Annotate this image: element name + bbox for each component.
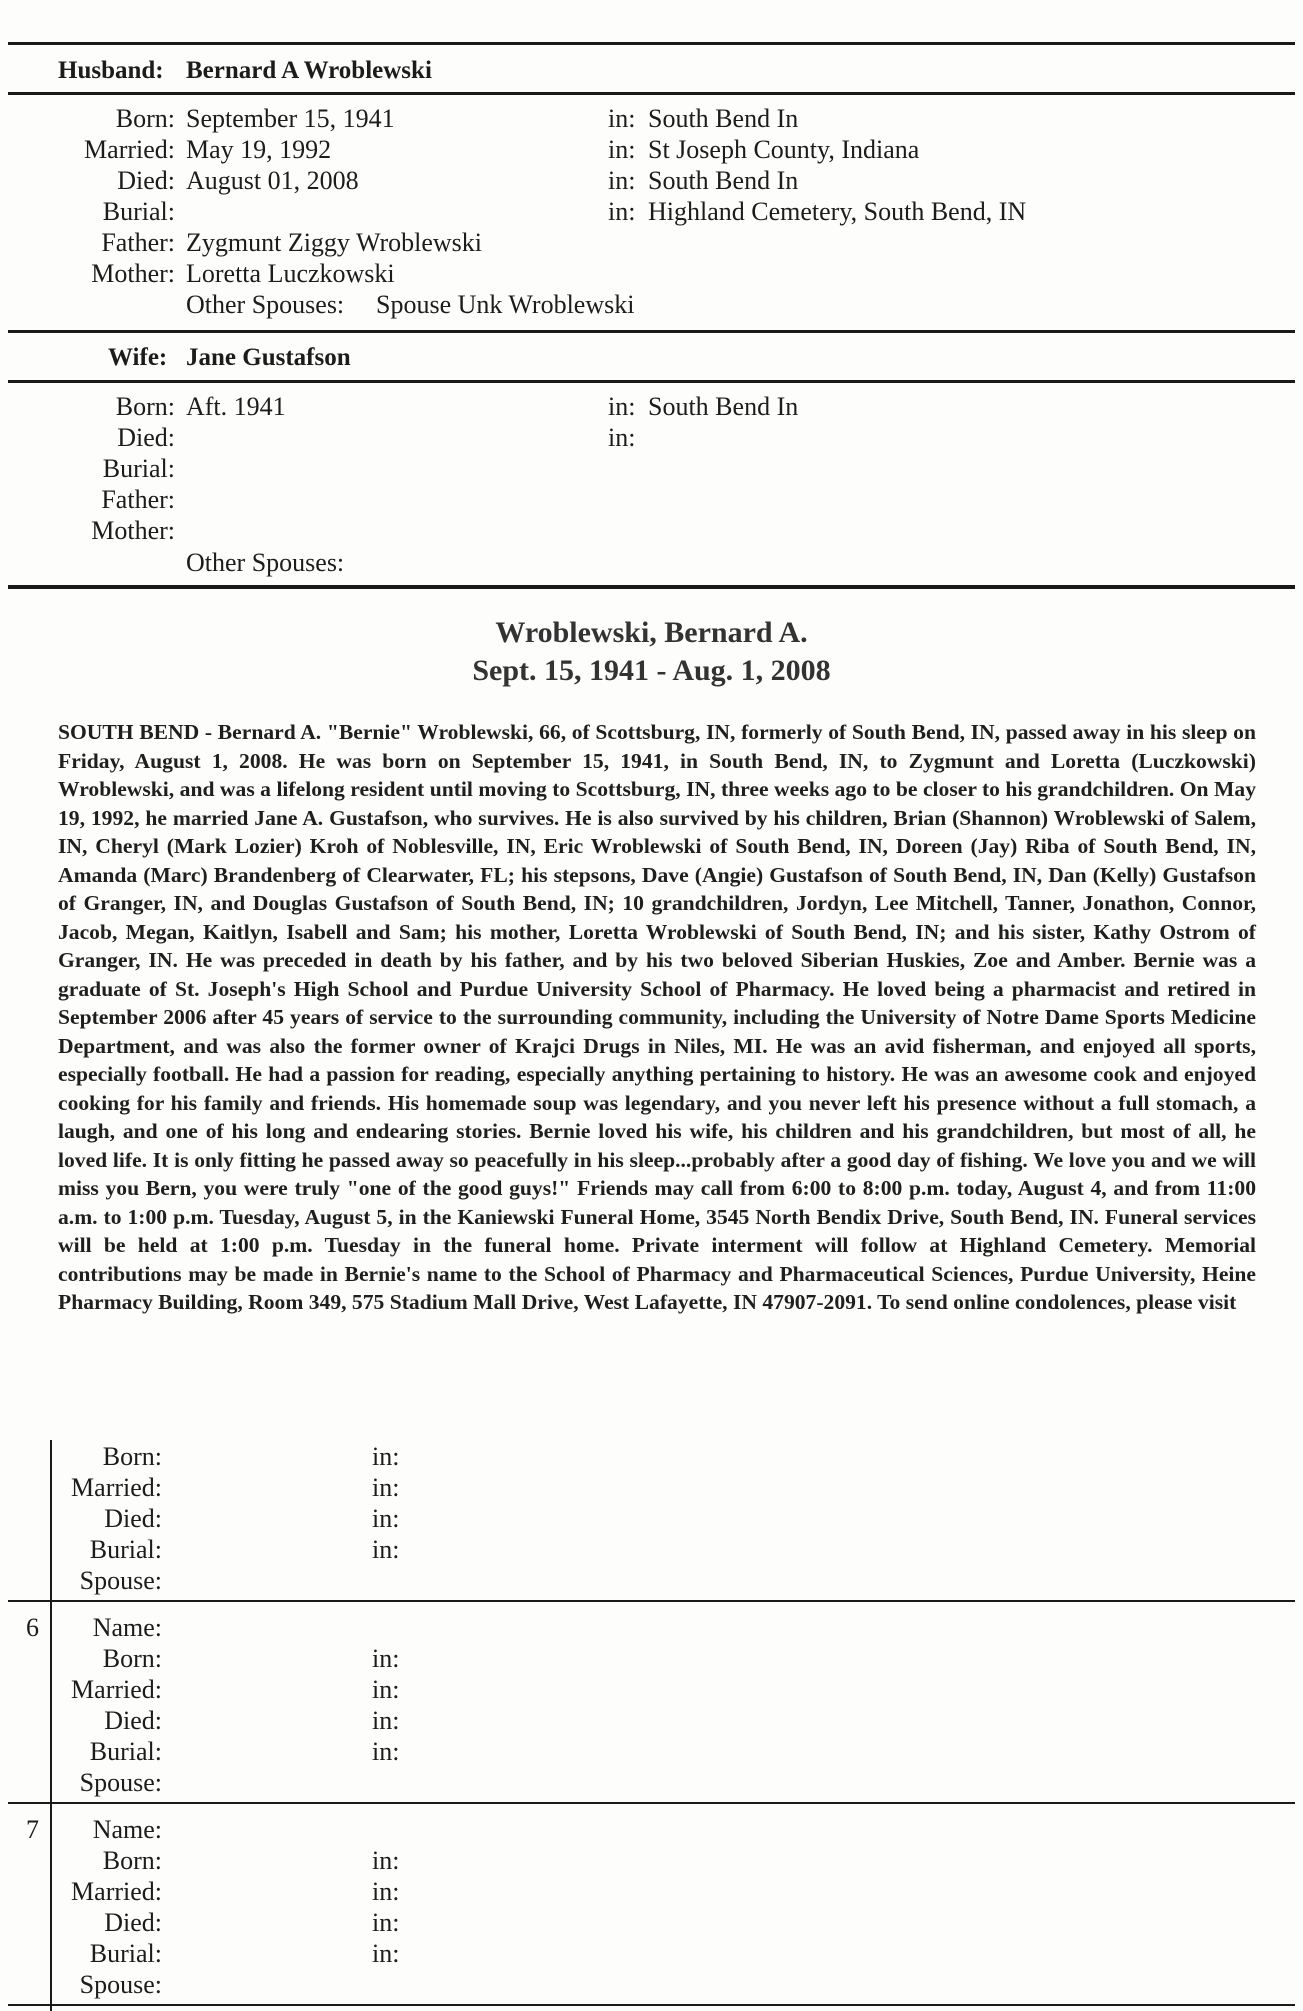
husband-mother-label: Mother:	[91, 259, 175, 288]
husband-died-label: Died:	[117, 166, 175, 195]
husband-father-label: Father:	[101, 228, 175, 257]
child-name-label: Name:	[92, 1613, 162, 1642]
husband-died-value: August 01, 2008	[186, 166, 359, 195]
in-label: in:	[372, 1442, 400, 1471]
in-label: in:	[608, 166, 636, 195]
husband-other-spouses-value: Spouse Unk Wroblewski	[376, 290, 635, 319]
husband-header-label: Husband:	[58, 57, 164, 84]
child-spouse-label: Spouse:	[79, 1970, 162, 1999]
column-divider	[50, 1802, 52, 2011]
column-divider	[50, 1600, 52, 1802]
in-label: in:	[372, 1908, 400, 1937]
husband-born-label: Born:	[115, 104, 175, 133]
wife-header-label: Wife:	[108, 344, 168, 371]
child-name-label: Name:	[92, 1815, 162, 1844]
rule	[8, 380, 1295, 383]
in-label: in:	[608, 197, 636, 226]
child-number: 7	[26, 1815, 39, 1844]
obituary-title: Wroblewski, Bernard A.	[495, 616, 808, 649]
wife-name: Jane Gustafson	[186, 344, 351, 371]
in-label: in:	[608, 423, 636, 452]
husband-died-place: South Bend In	[648, 166, 799, 195]
child-died-label: Died:	[104, 1908, 162, 1937]
child-married-label: Married:	[71, 1675, 162, 1704]
in-label: in:	[372, 1504, 400, 1533]
husband-born-value: September 15, 1941	[186, 104, 395, 133]
wife-other-spouses-label: Other Spouses:	[186, 548, 345, 577]
in-label: in:	[608, 392, 636, 421]
in-label: in:	[372, 1473, 400, 1502]
child-married-label: Married:	[71, 1877, 162, 1906]
obituary-text: SOUTH BEND - Bernard A. "Bernie" Wroblewski, 66, of Scottsburg, IN, formerly of South Bend, IN, passed away in his sleep on Friday, August 1, 2008. He was born on September 15, 1941, in South Bend, IN, to Zygmunt and Loretta (Luczkowski) Wroblewski, and was a lifelong resident until moving to Scottsburg, IN, three weeks ago to be closer to his grandchildren. On May 19, 1992, he married Jane A. Gustafson, who survives. He is also survived by his children, Brian (Shannon) Wroblewski of Salem, IN, Cheryl (Mark Lozier) Kroh of Noblesville, IN, Eric Wroblewski of South Bend, IN, Doreen (Jay) Riba of South Bend, IN, Amanda (Marc) Brandenberg of Clearwater, FL; his stepsons, Dave (Angie) Gustafson of South Bend, IN, Dan (Kelly) Gustafson of Granger, IN, and Douglas Gustafson of South Bend, IN; 10 grandchildren, Jordyn, Lee Mitchell, Tanner, Jonathon, Connor, Jacob, Megan, Kaitlyn, Isabell and Sam; his mother, Loretta Wroblewski of South Bend, IN; and his sister, Kathy Ostrom of Granger, IN. He was preceded in death by his father, and by his two beloved Siberian Huskies, Zoe and Amber. Bernie was a graduate of St. Joseph's High School and Purdue University School of Pharmacy. He loved being a pharmacist and retired in September 2006 after 45 years of service to the surrounding community, including the University of Notre Dame Sports Medicine Department, and was also the former owner of Krajci Drugs in Niles, MI. He was an avid fisherman, and enjoyed all sports, especially football. He had a passion for reading, especially anything pertaining to history. He was an awesome cook and enjoyed cooking for his family and friends. His homemade soup was legendary, and you never left his presence without a full stomach, a laugh, and one of his long and endearing stories. Bernie loved his wife, his children and his grandchildren, but most of all, he loved life. It is only fitting he passed away so peacefully in his sleep...probably after a good day of fishing. We love you and we will miss you Bern, you were truly "one of the good guys!" Friends may call from 6:00 to 8:00 p.m. today, August 4, and from 11:00 a.m. to 1:00 p.m. Tuesday, August 5, in the Kaniewski Funeral Home, 3545 North Bendix Drive, South Bend, IN. Funeral services will be held at 1:00 p.m. Tuesday in the funeral home. Private interment will follow at Highland Cemetery. Memorial contributions may be made in Bernie's name to the School of Pharmacy and Pharmaceutical Sciences, Purdue University, Heine Pharmacy Building, Room 349, 575 Stadium Mall Drive, West Lafayette, IN 47907-2091. To send online condolences, please visit	[58, 720, 1256, 1314]
in-label: in:	[372, 1846, 400, 1875]
in-label: in:	[372, 1939, 400, 1968]
rule	[8, 330, 1295, 333]
child5-spouse-label: Spouse:	[79, 1566, 162, 1595]
obituary-dates: Sept. 15, 1941 - Aug. 1, 2008	[472, 654, 831, 687]
in-label: in:	[372, 1706, 400, 1735]
husband-burial-place: Highland Cemetery, South Bend, IN	[648, 197, 1027, 226]
child5-burial-label: Burial:	[89, 1535, 162, 1564]
rule	[8, 42, 1295, 45]
husband-married-place: St Joseph County, Indiana	[648, 135, 920, 164]
in-label: in:	[608, 104, 636, 133]
child5-died-label: Died:	[104, 1504, 162, 1533]
child-burial-label: Burial:	[89, 1737, 162, 1766]
wife-burial-label: Burial:	[102, 454, 175, 483]
husband-father-value: Zygmunt Ziggy Wroblewski	[186, 228, 483, 257]
child-born-label: Born:	[102, 1846, 162, 1875]
in-label: in:	[372, 1737, 400, 1766]
wife-died-label: Died:	[117, 423, 175, 452]
rule	[8, 1802, 1295, 1804]
child5-born-label: Born:	[102, 1442, 162, 1471]
in-label: in:	[372, 1877, 400, 1906]
child-spouse-label: Spouse:	[79, 1768, 162, 1797]
husband-born-place: South Bend In	[648, 104, 799, 133]
husband-married-value: May 19, 1992	[186, 135, 332, 164]
rule	[8, 2004, 1295, 2006]
husband-other-spouses-label: Other Spouses:	[186, 290, 345, 319]
child-born-label: Born:	[102, 1644, 162, 1673]
husband-burial-label: Burial:	[102, 197, 175, 226]
child-number: 6	[26, 1613, 39, 1642]
in-label: in:	[608, 135, 636, 164]
child5-married-label: Married:	[71, 1473, 162, 1502]
in-label: in:	[372, 1535, 400, 1564]
wife-born-value: Aft. 1941	[186, 392, 286, 421]
rule	[8, 1600, 1295, 1602]
wife-father-label: Father:	[101, 485, 175, 514]
wife-mother-label: Mother:	[91, 516, 175, 545]
rule	[8, 585, 1295, 589]
rule	[8, 92, 1295, 95]
wife-born-label: Born:	[115, 392, 175, 421]
child-died-label: Died:	[104, 1706, 162, 1735]
child-burial-label: Burial:	[89, 1939, 162, 1968]
in-label: in:	[372, 1675, 400, 1704]
husband-name: Bernard A Wroblewski	[186, 57, 432, 84]
husband-married-label: Married:	[84, 135, 175, 164]
column-divider	[50, 1440, 52, 1600]
in-label: in:	[372, 1644, 400, 1673]
wife-born-place: South Bend In	[648, 392, 799, 421]
husband-mother-value: Loretta Luczkowski	[186, 259, 395, 288]
